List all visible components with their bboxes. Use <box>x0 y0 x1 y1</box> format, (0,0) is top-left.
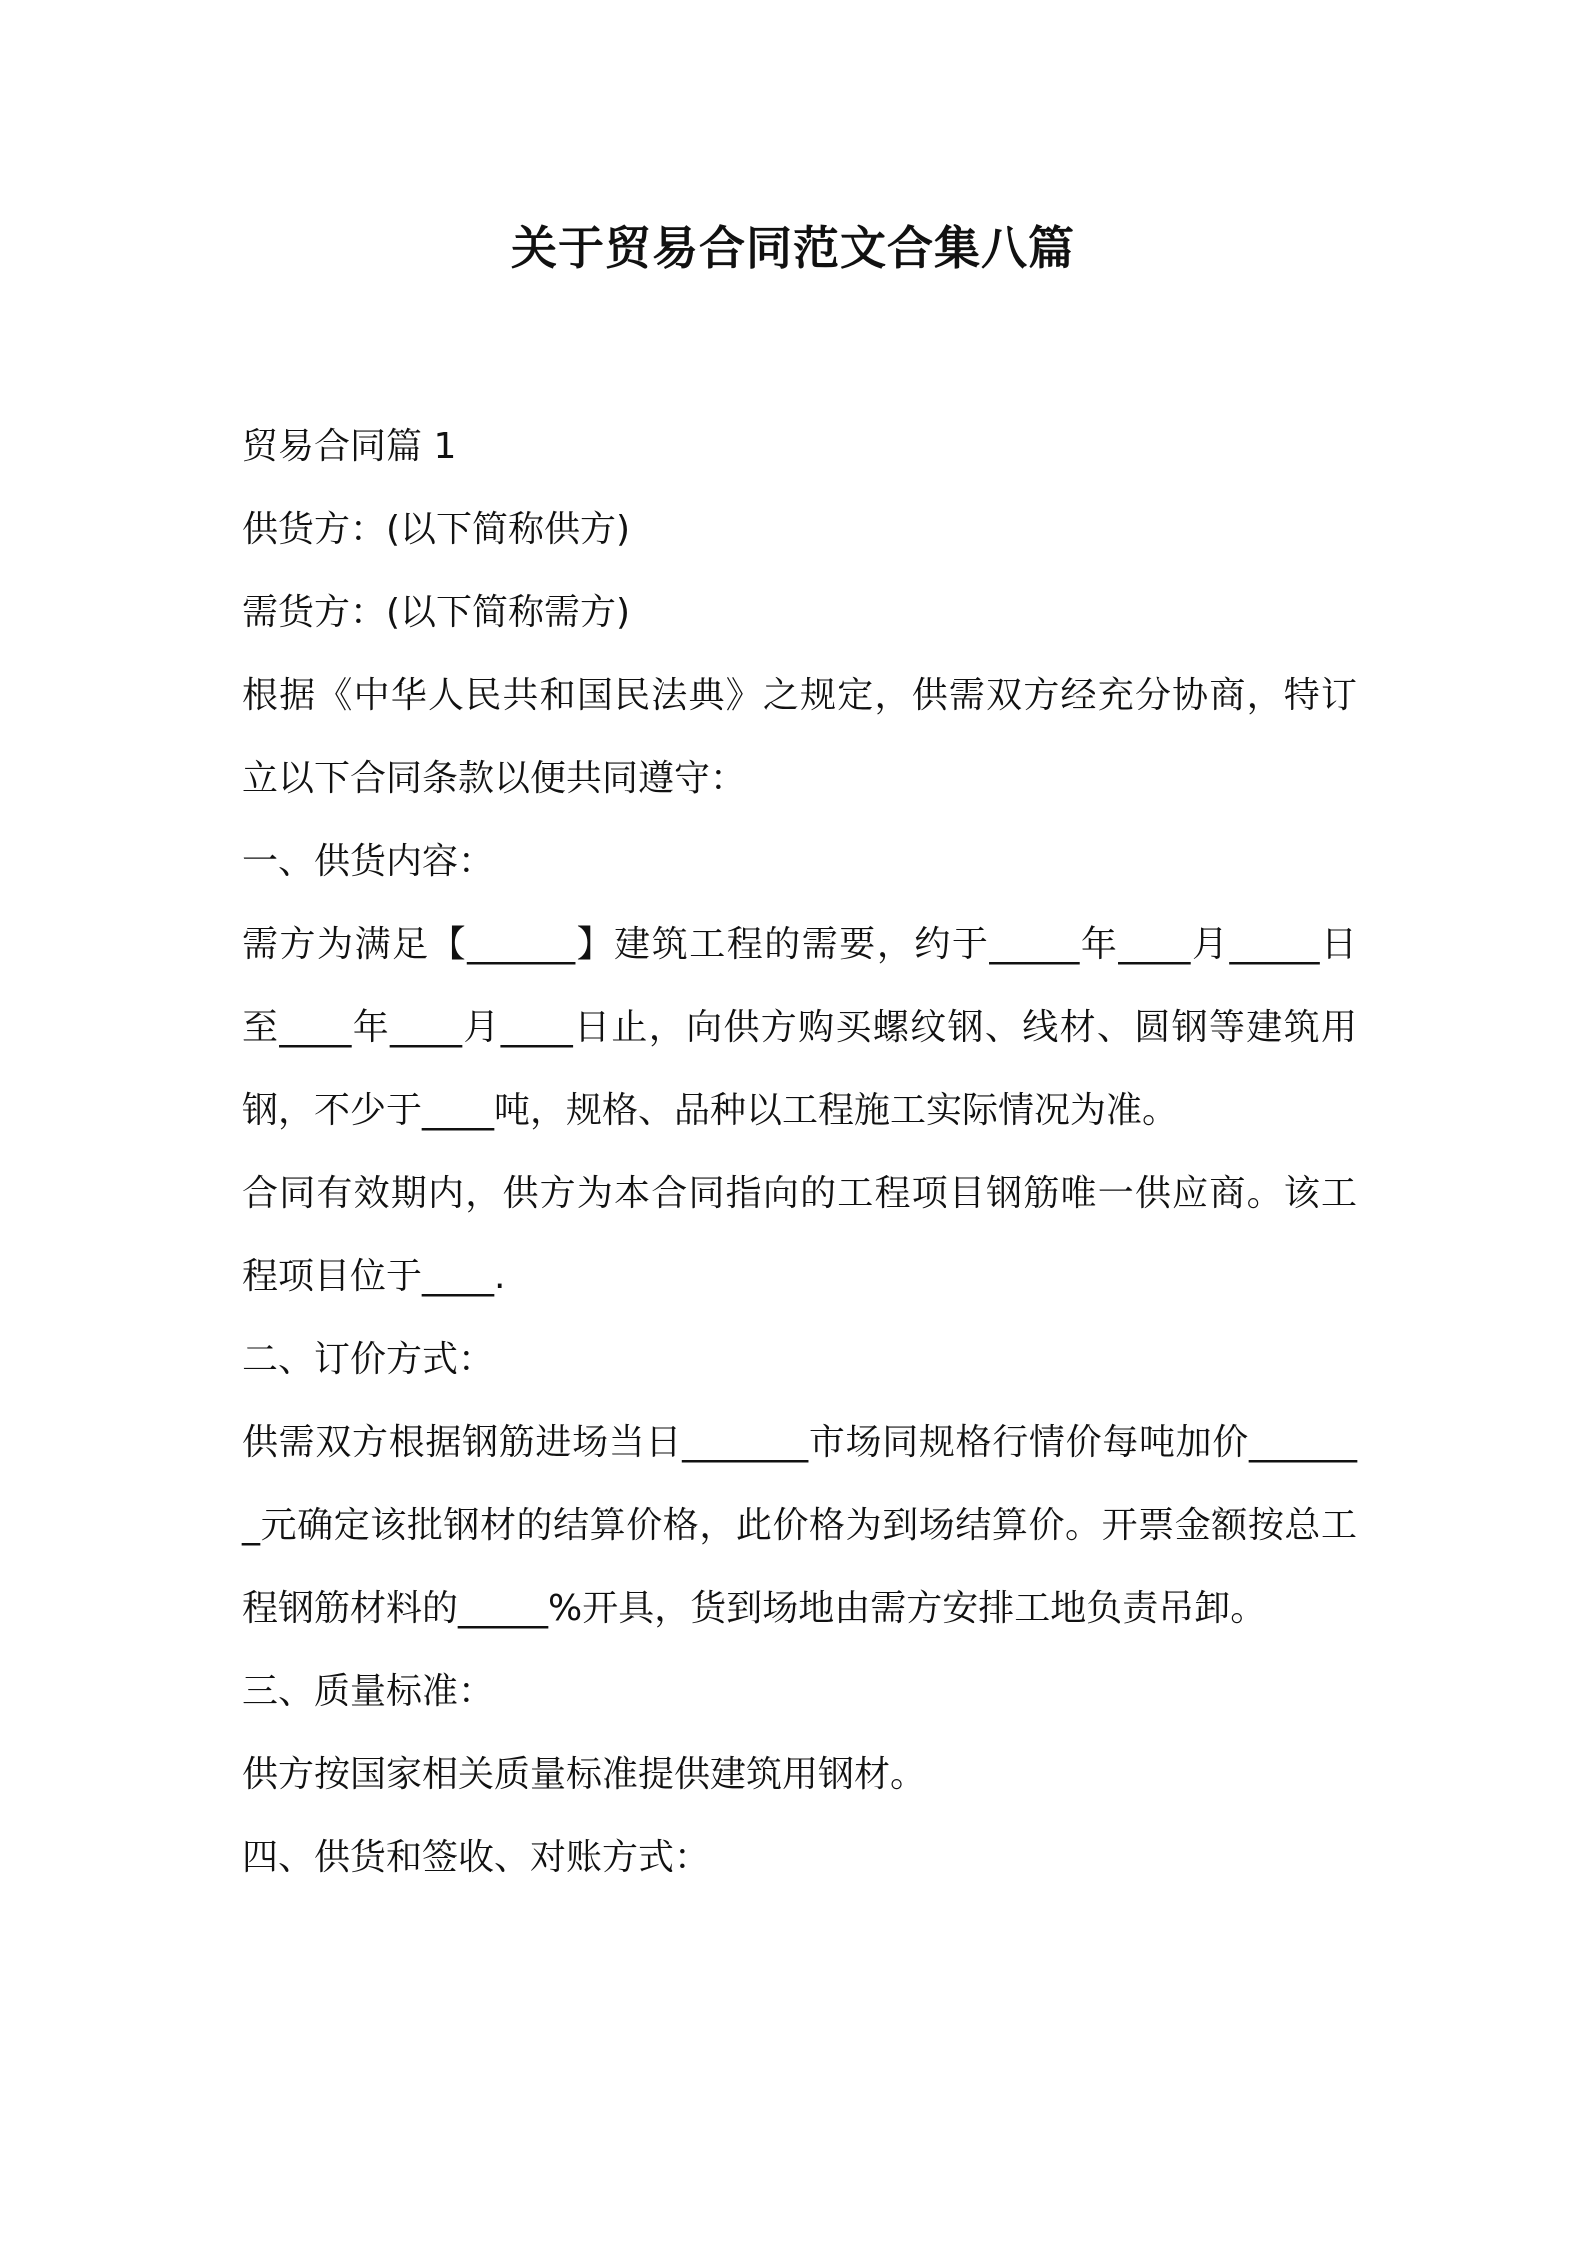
buyer-line: 需货方：(以下简称需方) <box>242 592 631 633</box>
supplier-line: 供货方：(以下简称供方) <box>242 509 631 550</box>
quality-paragraph: 供方按国家相关质量标准提供建筑用钢材。 <box>242 1754 927 1795</box>
document-body <box>242 405 1357 1899</box>
exclusive-supplier-paragraph: 合同有效期内，供方为本合同指向的工程项目钢筋唯一供应商。该工程项目位于____. <box>242 1173 1357 1297</box>
preamble-paragraph: 根据《中华人民共和国民法典》之规定，供需双方经充分协商，特订立以下合同条款以便共同遵守： <box>242 675 1357 799</box>
section-heading-contract-1: 贸易合同篇 1 <box>242 426 457 467</box>
pricing-paragraph: 供需双方根据钢筋进场当日_______市场同规格行情价每吨加价_______元确定该批钢材的结算价格，此价格为到场结算价。开票金额按总工程钢筋材料的_____%开具，货到场地由需方安排工地负责吊卸。 <box>242 1422 1357 1629</box>
document-title: 关于贸易合同范文合集八篇 <box>511 221 1075 275</box>
supply-content-paragraph: 需方为满足【______】建筑工程的需要，约于_____年____月_____日至____年____月____日止，向供方购买螺纹钢、线材、圆钢等建筑用钢，不少于____吨，规格、品种以工程施工实际情况为准。 <box>242 924 1357 1131</box>
clause-heading-delivery: 四、供货和签收、对账方式： <box>242 1837 711 1878</box>
clause-heading-pricing: 二、订价方式： <box>242 1339 495 1380</box>
clause-heading-quality: 三、质量标准： <box>242 1671 495 1712</box>
clause-heading-supply-content: 一、供货内容： <box>242 841 495 882</box>
